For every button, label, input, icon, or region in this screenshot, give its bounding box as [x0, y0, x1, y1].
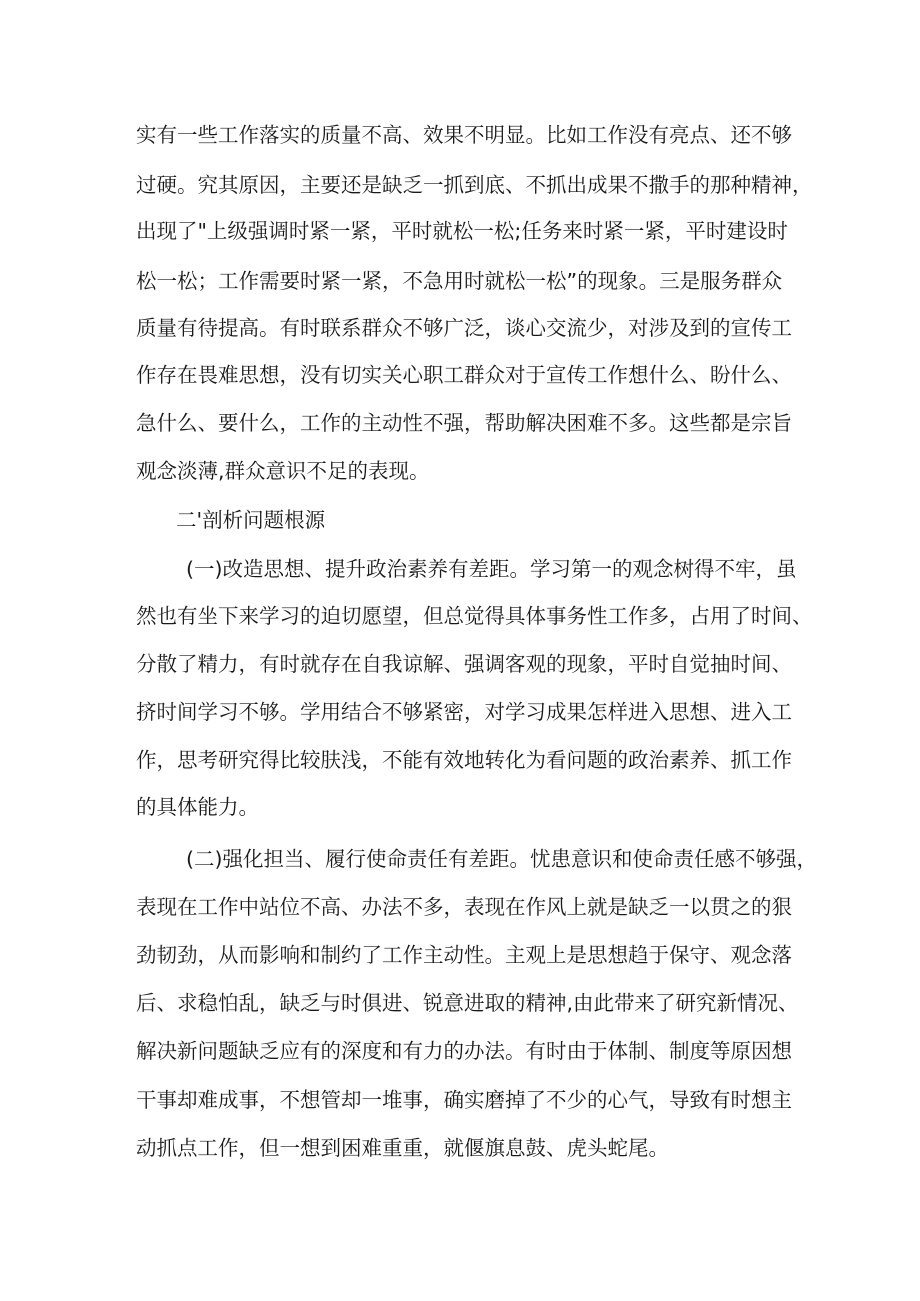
paragraph-line: 作，思考研究得比较肤浅，不能有效地转化为看问题的政治素养、抓工作	[136, 748, 792, 772]
paragraph-line: 表现在工作中站位不高、办法不多，表现在作风上就是缺乏一以贯之的狠	[136, 895, 792, 919]
paragraph-line: 出现了"上级强调时紧一紧，平时就松一松;任务来时紧一紧，平时建设时	[136, 219, 788, 243]
paragraph-line: 作存在畏难思想，没有切实关心职工群众对于宣传工作想什么、盼什么、	[136, 363, 792, 387]
paragraph-line: 观念淡薄,群众意识不足的表现。	[136, 459, 430, 483]
paragraph-line: 急什么、要什么，工作的主动性不强，帮助解决困难不多。这些都是宗旨	[136, 411, 792, 435]
paragraph-line: 分散了精力，有时就存在自我谅解、强调客观的现象，平时自觉抽时间、	[136, 652, 792, 676]
paragraph-line: 过硬。究其原因，主要还是缺乏一抓到底、不抓出成果不撒手的那种精神，	[136, 173, 813, 197]
paragraph-line: 动抓点工作，但一想到困难重重，就偃旗息鼓、虎头蛇尾。	[136, 1136, 669, 1160]
paragraph-line: 干事却难成事，不想管却一堆事，确实磨掉了不少的心气，导致有时想主	[136, 1088, 792, 1112]
paragraph-line: 劲韧劲，从而影响和制约了工作主动性。主观上是思想趋于保守、观念落	[136, 943, 792, 967]
paragraph-line: 后、求稳怕乱，缺乏与时俱进、锐意进取的精神,由此带来了研究新情况、	[136, 991, 799, 1015]
paragraph-line: 然也有坐下来学习的迫切愿望，但总觉得具体事务性工作多，占用了时间、	[136, 604, 813, 628]
paragraph-line: 挤时间学习不够。学用结合不够紧密，对学习成果怎样进入思想、进入工	[136, 700, 792, 724]
paragraph-line: 的具体能力。	[136, 795, 259, 819]
section-heading: 二'剖析问题根源	[176, 508, 326, 532]
paragraph-line: 质量有待提高。有时联系群众不够广泛，谈心交流少，对涉及到的宣传工	[136, 316, 792, 340]
paragraph-line: (二)强化担当、履行使命责任有差距。忧患意识和使命责任感不够强，	[186, 847, 817, 871]
paragraph-line: 解决新问题缺乏应有的深度和有力的办法。有时由于体制、制度等原因想	[136, 1039, 792, 1063]
paragraph-line: 实有一些工作落实的质量不高、效果不明显。比如工作没有亮点、还不够	[136, 123, 792, 147]
paragraph-line: 松一松；工作需要时紧一紧，不急用时就松一松”的现象。三是服务群众	[136, 269, 783, 293]
paragraph-line: (一)改造思想、提升政治素养有差距。学习第一的观念树得不牢，虽	[186, 557, 797, 581]
